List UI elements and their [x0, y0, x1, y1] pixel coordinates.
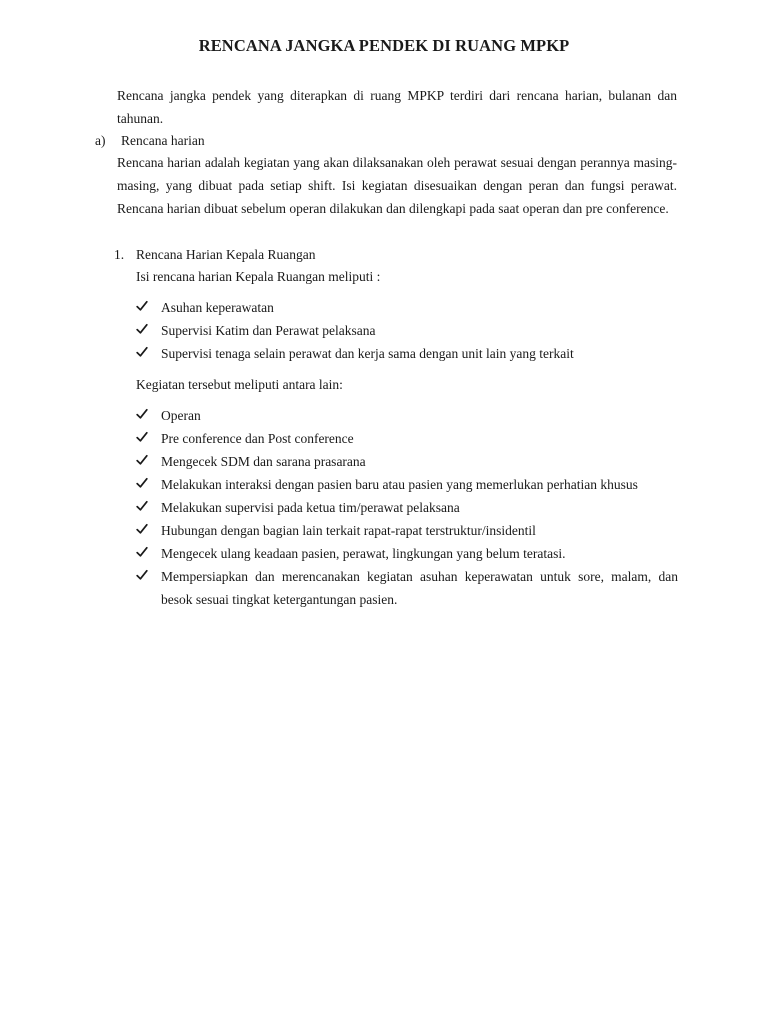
- checkmark-icon: [136, 404, 150, 427]
- section-a-body: Rencana harian adalah kegiatan yang akan dilaksanakan oleh perawat sesuai dengan perannya masing-masing, yang dibuat pada setiap shift. Isi kegiatan disesuaikan dengan peran dan fungsi perawat. Rencana harian dibuat sebelum operan dilakukan dan dilengkapi pada saat operan dan pre conference.: [117, 155, 677, 216]
- document-title: RENCANA JANGKA PENDEK DI RUANG MPKP: [198, 36, 570, 55]
- checklist-item: [136, 542, 678, 565]
- checklist-item-text: Mengecek SDM dan sarana prasarana: [161, 454, 366, 469]
- checkmark-icon: [136, 565, 150, 588]
- checklist-item: [136, 342, 678, 365]
- subsection-1-lead: Isi rencana harian Kepala Ruangan meliputi :: [136, 269, 381, 284]
- section-a-marker: a): [95, 133, 106, 148]
- checklist-item: [136, 565, 678, 611]
- checklist-item: [136, 473, 678, 496]
- checklist-item-text: Mengecek ulang keadaan pasien, perawat, lingkungan yang belum teratasi.: [161, 546, 566, 561]
- checkmark-icon: [136, 496, 150, 519]
- checklist-item: [136, 519, 678, 542]
- checklist-item-text: Melakukan interaksi dengan pasien baru atau pasien yang memerlukan perhatian khusus: [161, 477, 638, 492]
- checklist-item-text: Hubungan dengan bagian lain terkait rapat-rapat terstruktur/insidentil: [161, 523, 536, 538]
- intro-paragraph: Rencana jangka pendek yang diterapkan di ruang MPKP terdiri dari rencana harian, bulanan dan tahunan.: [117, 88, 677, 126]
- checkmark-icon: [136, 450, 150, 473]
- checklist-item-text: Operan: [161, 408, 201, 423]
- checklist-item-text: Melakukan supervisi pada ketua tim/perawat pelaksana: [161, 500, 460, 515]
- subsection-1-marker: 1.: [114, 247, 125, 262]
- subsection-1-heading: Rencana Harian Kepala Ruangan: [136, 247, 316, 262]
- checkmark-icon: [136, 342, 150, 365]
- checkmark-icon: [136, 319, 150, 342]
- checklist-item-text: Mempersiapkan dan merencanakan kegiatan asuhan keperawatan untuk sore, malam, dan besok sesuai tingkat ketergantungan pasien.: [161, 569, 678, 607]
- checklist-item-text: Asuhan keperawatan: [161, 300, 274, 315]
- checkmark-icon: [136, 427, 150, 450]
- checkmark-icon: [136, 542, 150, 565]
- section-a-heading: Rencana harian: [121, 133, 205, 148]
- checklist-item-text: Supervisi tenaga selain perawat dan kerja sama dengan unit lain yang terkait: [161, 346, 574, 361]
- checkmark-icon: [136, 473, 150, 496]
- checklist-item: [136, 427, 678, 450]
- checklist-item: [136, 450, 678, 473]
- responsibilities-checklist: [136, 296, 678, 365]
- checklist-item-text: Supervisi Katim dan Perawat pelaksana: [161, 323, 376, 338]
- checklist-item: [136, 296, 678, 319]
- activities-checklist: [136, 404, 678, 611]
- checklist-item-text: Pre conference dan Post conference: [161, 431, 354, 446]
- checklist-item: [136, 319, 678, 342]
- activities-lead: Kegiatan tersebut meliputi antara lain:: [136, 377, 343, 392]
- checkmark-icon: [136, 296, 150, 319]
- checkmark-icon: [136, 519, 150, 542]
- checklist-item: [136, 404, 678, 427]
- checklist-item: [136, 496, 678, 519]
